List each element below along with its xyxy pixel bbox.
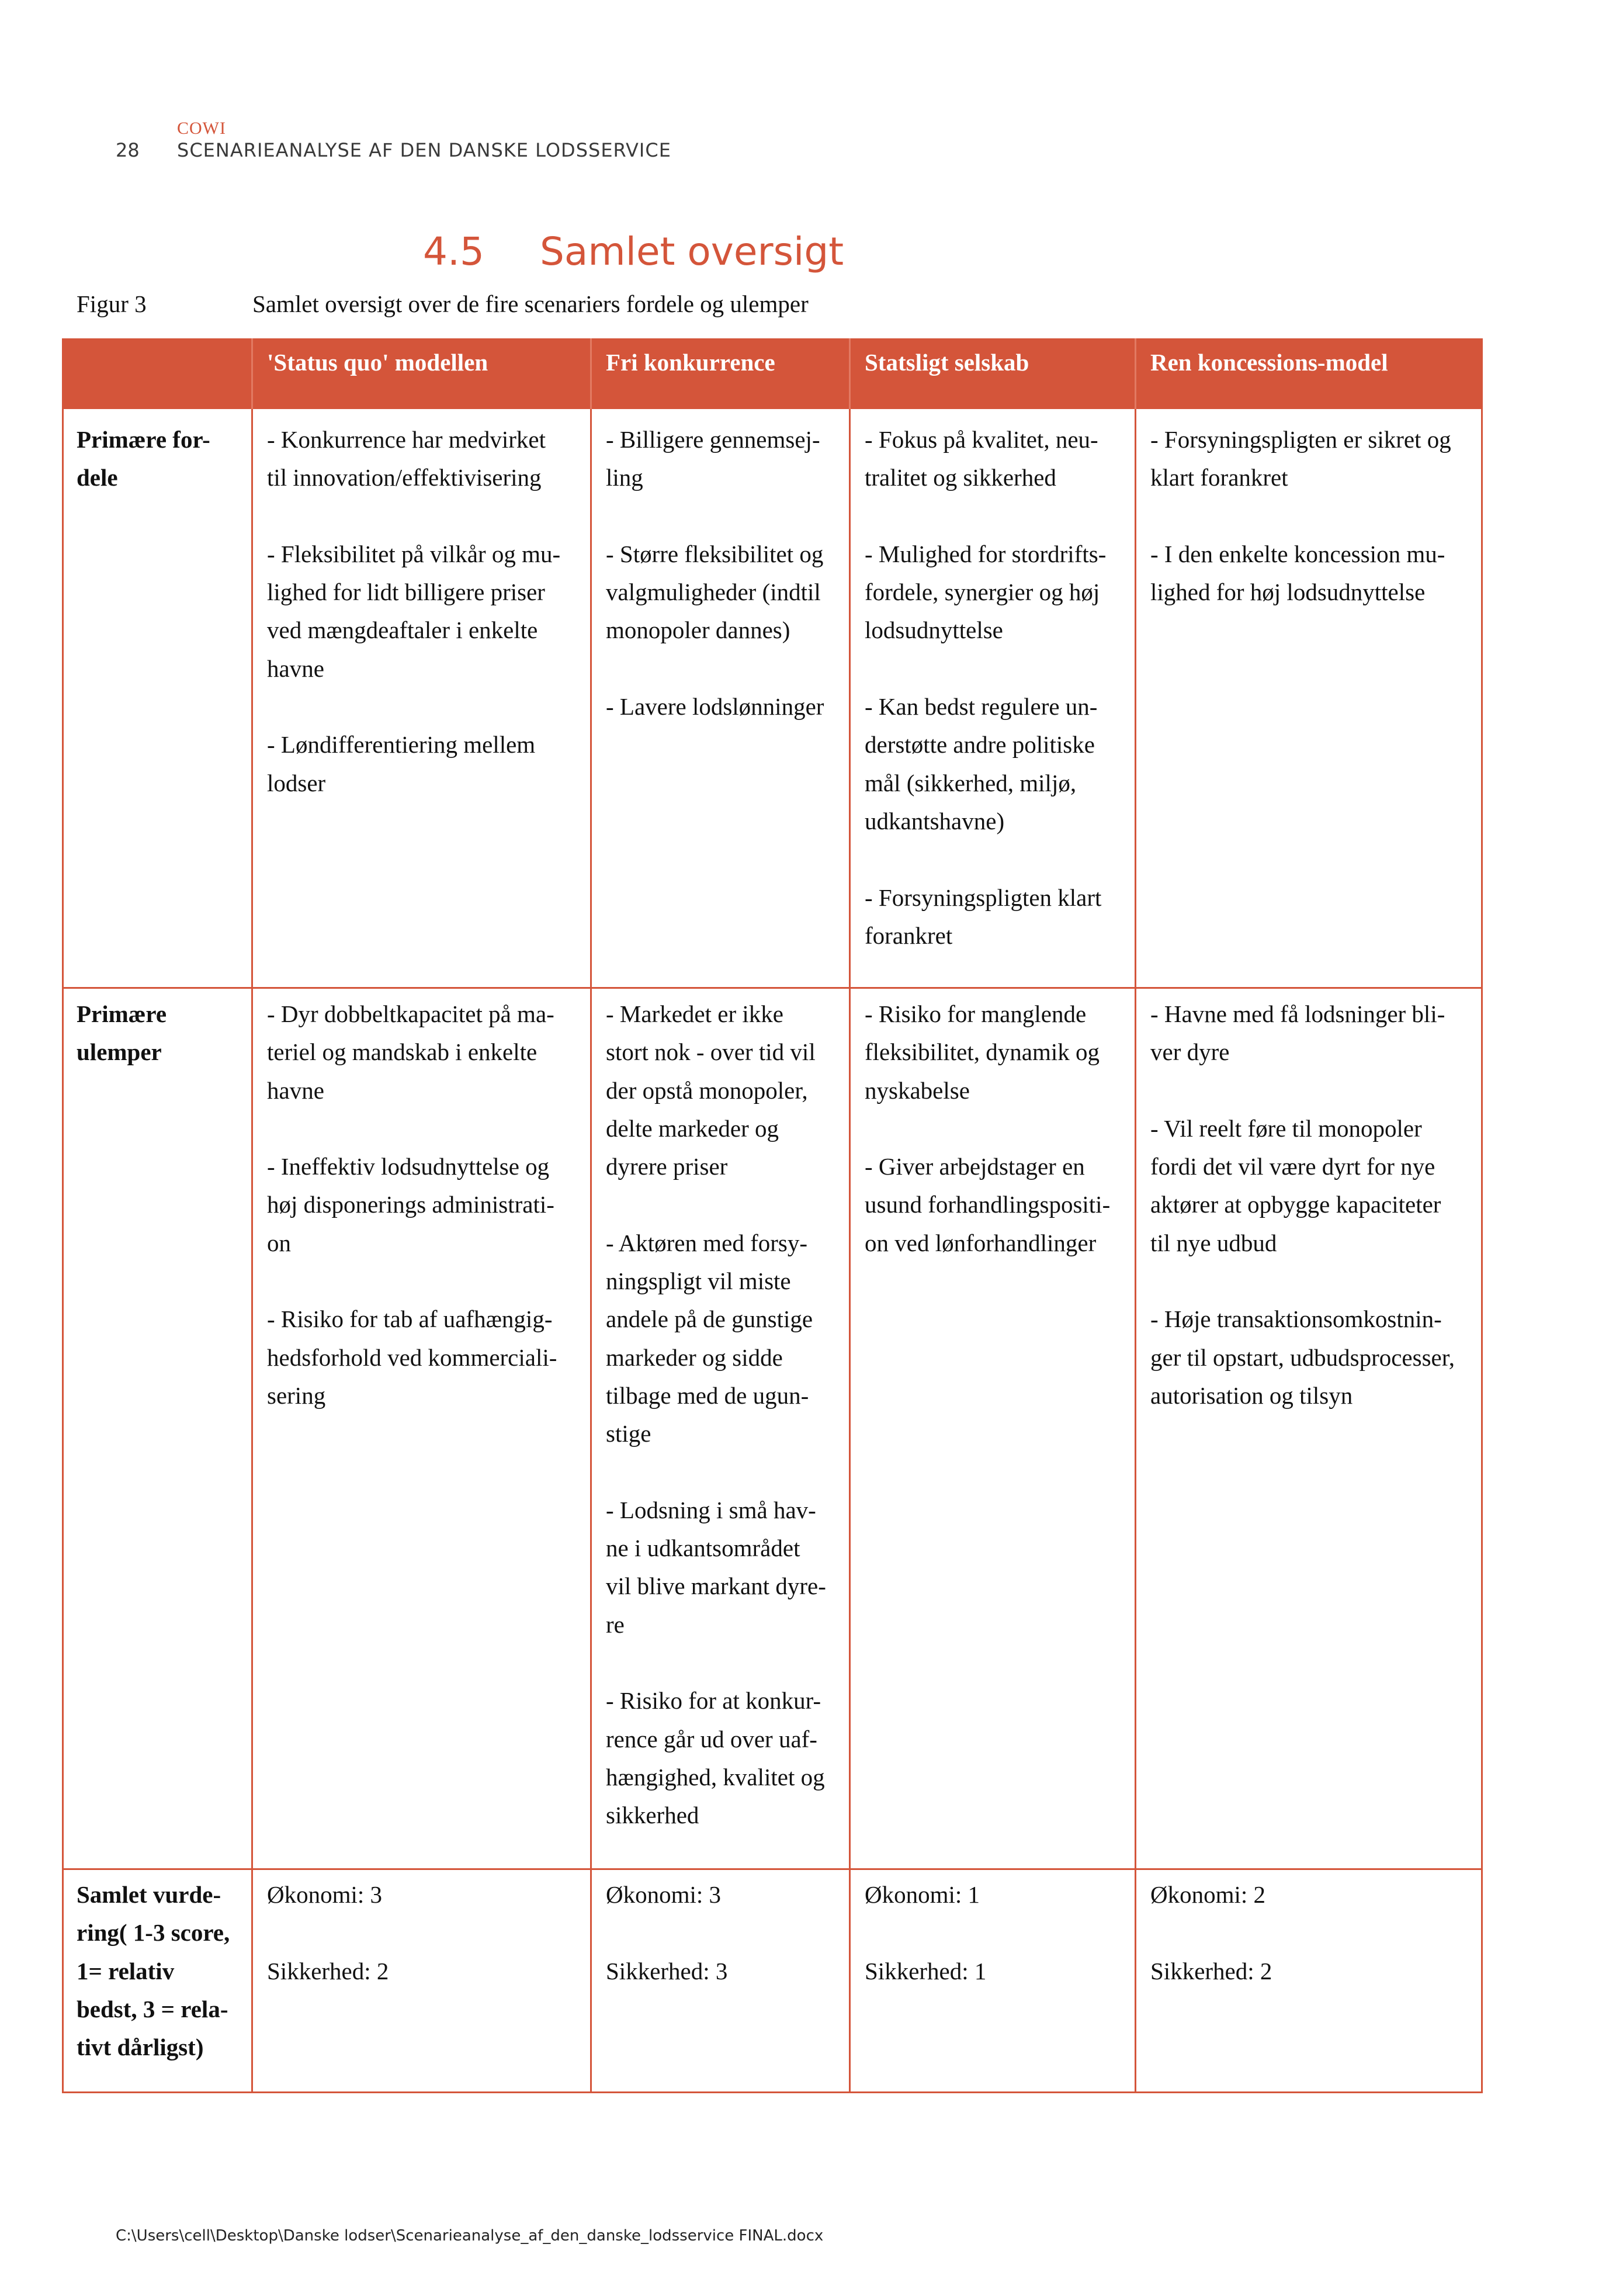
cell-line: - Risiko for at konkur- bbox=[606, 1687, 821, 1715]
cell-line: - Fleksibilitet på vilkår og mu- bbox=[267, 540, 561, 567]
cell-line: - Løndifferentiering mellem bbox=[267, 731, 536, 759]
cell-line: ger til opstart, udbudsprocesser, bbox=[1150, 1343, 1455, 1371]
cell-line: - Lodsning i små hav- bbox=[606, 1496, 816, 1523]
cell-line: ne i udkantsområdet bbox=[606, 1535, 800, 1562]
cell-line bbox=[606, 1186, 826, 1224]
cell-line bbox=[267, 1914, 389, 1952]
running-header-title: SCENARIEANALYSE AF DEN DANSKE LODSSERVICE bbox=[177, 139, 671, 161]
cell-line: - Høje transaktionsomkostnin- bbox=[1150, 1305, 1442, 1333]
cell-line bbox=[865, 840, 1106, 878]
cell-line: autorisation og tilsyn bbox=[1150, 1381, 1353, 1409]
cell-line: - Risiko for manglende bbox=[865, 1000, 1087, 1027]
cell-line: re bbox=[606, 1611, 625, 1638]
cell-line: forankret bbox=[865, 922, 953, 949]
cell-fordele-ren-koncession bbox=[1150, 421, 1451, 611]
cell-line: - Forsyningspligten klart bbox=[865, 884, 1102, 911]
column-header-ren-koncessions-model: Ren koncessions-model bbox=[1150, 349, 1388, 376]
cell-vurdering-status-quo bbox=[267, 1876, 389, 1990]
cell-line: derstøtte andre politiske bbox=[865, 731, 1095, 759]
cell-line: Økonomi: 2 bbox=[1150, 1881, 1266, 1908]
table-divider bbox=[1135, 409, 1136, 2093]
cowi-logo: COWI bbox=[177, 119, 226, 138]
section-number: 4.5 bbox=[423, 229, 484, 274]
cell-line: dyrere priser bbox=[606, 1153, 728, 1180]
cell-line: Sikkerhed: 2 bbox=[1150, 1957, 1272, 1985]
header-divider bbox=[590, 338, 592, 409]
cell-line: andele på de gunstige bbox=[606, 1305, 813, 1333]
cell-line: høj disponerings administrati- bbox=[267, 1191, 554, 1218]
section-title: Samlet oversigt bbox=[540, 229, 844, 274]
cell-line: til nye udbud bbox=[1150, 1229, 1277, 1256]
cell-line: ring( 1-3 score, bbox=[77, 1919, 230, 1947]
cell-line: tralitet og sikkerhed bbox=[865, 464, 1056, 491]
cell-line: - Ineffektiv lodsudnyttelse og bbox=[267, 1153, 550, 1180]
cell-line bbox=[267, 688, 560, 726]
cell-line: 1= relativ bbox=[77, 1957, 175, 1985]
cell-line: Økonomi: 3 bbox=[606, 1881, 722, 1908]
cell-line bbox=[267, 1110, 557, 1148]
header-divider bbox=[251, 338, 253, 409]
cell-line bbox=[865, 497, 1106, 535]
cell-line: havne bbox=[267, 654, 324, 682]
figure-caption: Samlet oversigt over de fire scenariers fordele og ulemper bbox=[252, 290, 809, 317]
cell-line: - Billigere gennemsej- bbox=[606, 426, 820, 453]
cell-fordele-fri-konkurrence bbox=[606, 421, 824, 726]
table-border-right bbox=[1481, 338, 1483, 2093]
cell-line: - Forsyningspligten er sikret og bbox=[1150, 426, 1451, 453]
cell-fordele-status-quo bbox=[267, 421, 560, 802]
cell-line bbox=[606, 1644, 826, 1682]
cell-line: lighed for lidt billigere priser bbox=[267, 579, 545, 606]
cell-line: monopoler dannes) bbox=[606, 617, 790, 644]
cell-line bbox=[865, 650, 1106, 688]
cell-line bbox=[1150, 1914, 1272, 1952]
cell-ulemper-status-quo bbox=[267, 995, 557, 1415]
cell-line: Sikkerhed: 2 bbox=[267, 1957, 389, 1985]
column-header-statsligt-selskab: Statsligt selskab bbox=[865, 349, 1029, 376]
cell-line: sering bbox=[267, 1381, 326, 1409]
row-divider bbox=[62, 1868, 1483, 1870]
cell-line: nyskabelse bbox=[865, 1076, 970, 1104]
cell-line: - Havne med få lodsninger bli- bbox=[1150, 1000, 1445, 1027]
cell-line bbox=[606, 650, 824, 688]
cell-line: - Mulighed for stordrifts- bbox=[865, 540, 1107, 567]
column-header-fri-konkurrence: Fri konkurrence bbox=[606, 349, 775, 376]
cell-line: hedsforhold ved kommerciali- bbox=[267, 1343, 557, 1371]
cell-line: Økonomi: 3 bbox=[267, 1881, 383, 1908]
column-header-status-quo: 'Status quo' modellen bbox=[267, 349, 488, 376]
cell-line: - Konkurrence har medvirket bbox=[267, 426, 546, 453]
table-divider bbox=[251, 409, 253, 2093]
cell-line: ver dyre bbox=[1150, 1038, 1230, 1066]
cell-line: ling bbox=[606, 464, 643, 491]
cell-line: fordele, synergier og høj bbox=[865, 579, 1100, 606]
figure-label: Figur 3 bbox=[77, 290, 147, 317]
cell-line: dele bbox=[77, 464, 118, 491]
row-label-samlet-vurdering bbox=[77, 1876, 230, 2066]
cell-line: vil blive markant dyre- bbox=[606, 1573, 826, 1600]
cell-line: tivt dårligst) bbox=[77, 2034, 204, 2061]
cell-vurdering-ren-koncession bbox=[1150, 1876, 1272, 1990]
table-border-left bbox=[62, 338, 64, 2093]
cell-line: - Lavere lodslønninger bbox=[606, 693, 824, 721]
cell-line: mål (sikkerhed, miljø, bbox=[865, 769, 1077, 796]
cell-line: til innovation/effektivisering bbox=[267, 464, 542, 491]
header-divider bbox=[849, 338, 851, 409]
cell-line: valgmuligheder (indtil bbox=[606, 579, 821, 606]
cell-line: bedst, 3 = rela- bbox=[77, 1995, 228, 2023]
cell-line bbox=[1150, 1072, 1455, 1110]
cell-line: - Vil reelt føre til monopoler bbox=[1150, 1114, 1422, 1142]
cell-line: aktører at opbygge kapaciteter bbox=[1150, 1191, 1441, 1218]
header-divider bbox=[1135, 338, 1136, 409]
cell-line: fleksibilitet, dynamik og bbox=[865, 1038, 1100, 1066]
cell-line: - Kan bedst regulere un- bbox=[865, 693, 1098, 721]
cell-line: tilbage med de ugun- bbox=[606, 1381, 809, 1409]
cell-line: - Markedet er ikke bbox=[606, 1000, 783, 1027]
cell-line: Sikkerhed: 3 bbox=[606, 1957, 728, 1985]
cell-line: der opstå monopoler, bbox=[606, 1076, 808, 1104]
cell-ulemper-fri-konkurrence bbox=[606, 995, 826, 1835]
document-file-path: C:\Users\cell\Desktop\Danske lodser\Scenarieanalyse_af_den_danske_lodsservice FINAL.docx bbox=[116, 2227, 824, 2245]
row-label-primaere-fordele bbox=[77, 421, 210, 497]
cell-line: teriel og mandskab i enkelte bbox=[267, 1038, 537, 1066]
cell-line: delte markeder og bbox=[606, 1114, 779, 1142]
cell-line: - Fokus på kvalitet, neu- bbox=[865, 426, 1098, 453]
cell-line: ulemper bbox=[77, 1038, 162, 1066]
cell-line: lodser bbox=[267, 769, 326, 796]
cell-ulemper-ren-koncession bbox=[1150, 995, 1455, 1415]
cell-line bbox=[267, 497, 560, 535]
cell-line: on bbox=[267, 1229, 291, 1256]
cell-line: havne bbox=[267, 1076, 324, 1104]
cell-line: Økonomi: 1 bbox=[865, 1881, 980, 1908]
cell-line bbox=[606, 1453, 826, 1491]
cell-line: ningspligt vil miste bbox=[606, 1268, 791, 1295]
cell-line: Primære for- bbox=[77, 426, 210, 453]
cell-line: - Risiko for tab af uafhængig- bbox=[267, 1305, 553, 1333]
cell-vurdering-statsligt-selskab bbox=[865, 1876, 986, 1990]
cell-line: klart forankret bbox=[1150, 464, 1288, 491]
cell-line: lighed for høj lodsudnyttelse bbox=[1150, 579, 1426, 606]
cell-vurdering-fri-konkurrence bbox=[606, 1876, 727, 1990]
cell-line bbox=[865, 1914, 986, 1952]
cell-line bbox=[606, 1914, 727, 1952]
row-divider bbox=[62, 987, 1483, 989]
table-divider bbox=[590, 409, 592, 2093]
cell-line: on ved lønforhandlinger bbox=[865, 1229, 1097, 1256]
cell-line bbox=[1150, 1262, 1455, 1300]
cell-fordele-statsligt-selskab bbox=[865, 421, 1106, 955]
cell-line: udkantshavne) bbox=[865, 807, 1005, 834]
cell-line: Primære bbox=[77, 1000, 167, 1027]
cell-line: - I den enkelte koncession mu- bbox=[1150, 540, 1445, 567]
cell-line bbox=[267, 1262, 557, 1300]
table-divider bbox=[849, 409, 851, 2093]
cell-ulemper-statsligt-selskab bbox=[865, 995, 1110, 1262]
cell-line: stort nok - over tid vil bbox=[606, 1038, 816, 1066]
cell-line: - Større fleksibilitet og bbox=[606, 540, 824, 567]
cell-line: markeder og sidde bbox=[606, 1343, 783, 1371]
cell-line bbox=[606, 497, 824, 535]
cell-line: lodsudnyttelse bbox=[865, 617, 1003, 644]
cell-line: - Dyr dobbeltkapacitet på ma- bbox=[267, 1000, 554, 1027]
cell-line: fordi det vil være dyrt for nye bbox=[1150, 1153, 1435, 1180]
cell-line: - Giver arbejdstager en bbox=[865, 1153, 1085, 1180]
cell-line bbox=[865, 1110, 1110, 1148]
cell-line: hængighed, kvalitet og bbox=[606, 1763, 825, 1791]
table-border-bottom bbox=[62, 2091, 1483, 2093]
cell-line bbox=[1150, 497, 1451, 535]
cell-line: sikkerhed bbox=[606, 1802, 699, 1829]
cell-line: stige bbox=[606, 1420, 651, 1447]
cell-line: usund forhandlingspositi- bbox=[865, 1191, 1111, 1218]
page-number: 28 bbox=[116, 139, 140, 161]
cell-line: - Aktøren med forsy- bbox=[606, 1229, 807, 1256]
cell-line: Sikkerhed: 1 bbox=[865, 1957, 987, 1985]
cell-line: rence går ud over uaf- bbox=[606, 1725, 817, 1753]
row-label-primaere-ulemper bbox=[77, 995, 167, 1072]
cell-line: ved mængdeaftaler i enkelte bbox=[267, 617, 538, 644]
cell-line: Samlet vurde- bbox=[77, 1881, 221, 1908]
